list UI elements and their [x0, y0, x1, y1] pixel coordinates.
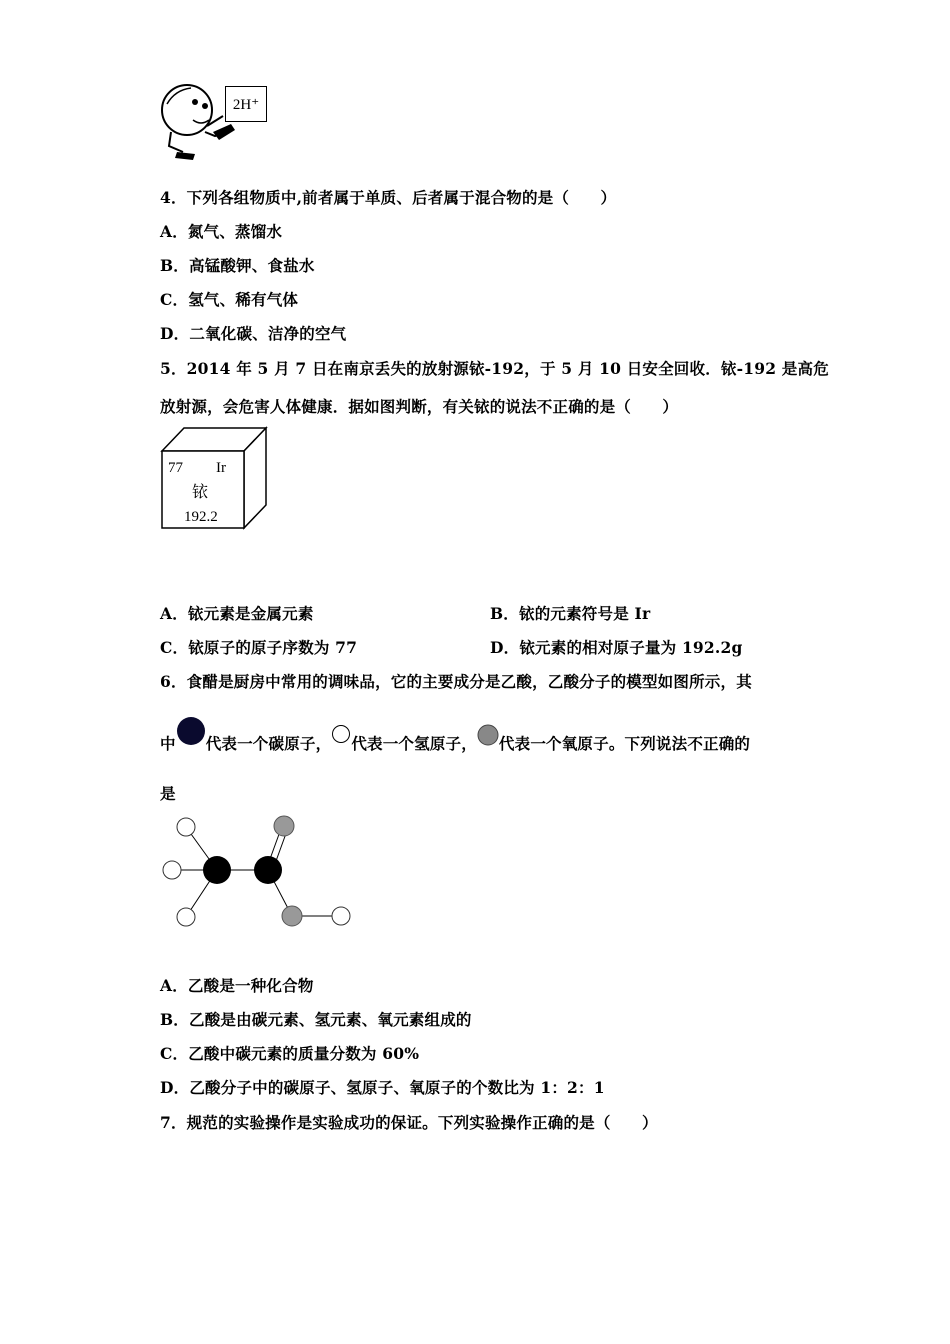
- q6-stem-line3: 是: [160, 784, 176, 803]
- q6-legend-oxygen: 代表一个氧原子。下列说法不正确的: [498, 734, 751, 753]
- ion-sign: [225, 86, 267, 122]
- q6-legend-line: [160, 720, 750, 760]
- hydrogen-atom: [177, 818, 195, 836]
- q7-stem: 7．规范的实验操作是实验成功的保证。下列实验操作正确的是（ ）: [160, 1113, 658, 1132]
- q5-stem-line2: 放射源，会危害人体健康．据如图判断，有关铱的说法不正确的是（ ）: [160, 397, 679, 416]
- q6-legend-prefix: 中: [160, 734, 176, 753]
- q5-option-c: C．铱原子的原子序数为 77: [160, 638, 358, 657]
- q4-option-c: C．氢气、稀有气体: [160, 290, 299, 309]
- q6-legend-hydrogen: 代表一个氢原子，: [351, 734, 477, 753]
- q5-option-a: A．铱元素是金属元素: [160, 604, 314, 623]
- q4-option-b: B．高锰酸钾、食盐水: [160, 256, 315, 275]
- oxygen-atom: [274, 816, 294, 836]
- q5-option-d: D．铱元素的相对原子量为 192.2g: [490, 638, 743, 657]
- q4-stem: 4．下列各组物质中,前者属于单质、后者属于混合物的是（ ）: [160, 188, 617, 207]
- q4-option-a: A．氮气、蒸馏水: [160, 222, 283, 241]
- acetic-acid-model-figure: [158, 812, 358, 932]
- q6-option-d: D．乙酸分子中的碳原子、氢原子、氧原子的个数比为 1：2：1: [160, 1078, 605, 1097]
- element-name: 铱: [192, 484, 209, 501]
- q4-option-d: D．二氧化碳、洁净的空气: [160, 324, 347, 343]
- hydrogen-atom: [332, 907, 350, 925]
- q6-option-c: C．乙酸中碳元素的质量分数为 60%: [160, 1044, 420, 1063]
- q6-option-b: B．乙酸是由碳元素、氢元素、氧元素组成的: [160, 1010, 472, 1029]
- oxygen-atom: [282, 906, 302, 926]
- carbon-atom-icon: [176, 716, 206, 746]
- cartoon-2h-figure: [155, 76, 275, 164]
- hydrogen-atom: [163, 861, 181, 879]
- oxygen-atom-icon: [477, 724, 499, 746]
- element-symbol: Ir: [216, 460, 226, 476]
- hydrogen-atom-icon: [331, 724, 351, 744]
- carbon-atom: [254, 856, 282, 884]
- q6-legend-carbon: 代表一个碳原子，: [205, 734, 332, 753]
- q5-option-b: B．铱的元素符号是 Ir: [490, 604, 651, 623]
- q5-stem-line1: 5．2014 年 5 月 7 日在南京丢失的放射源铱-192，于 5 月 10 日安全回收．铱-192 是高危: [160, 359, 829, 378]
- hydrogen-atom: [177, 908, 195, 926]
- carbon-atom: [203, 856, 231, 884]
- element-atomic-number: 77: [168, 460, 183, 476]
- ion-label: 2H⁺: [232, 96, 260, 113]
- q6-stem-line1: 6．食醋是厨房中常用的调味品，它的主要成分是乙酸，乙酸分子的模型如图所示，其: [160, 672, 752, 691]
- element-atomic-mass: 192.2: [184, 509, 218, 525]
- element-card-figure: [158, 425, 270, 531]
- q6-option-a: A．乙酸是一种化合物: [160, 976, 314, 995]
